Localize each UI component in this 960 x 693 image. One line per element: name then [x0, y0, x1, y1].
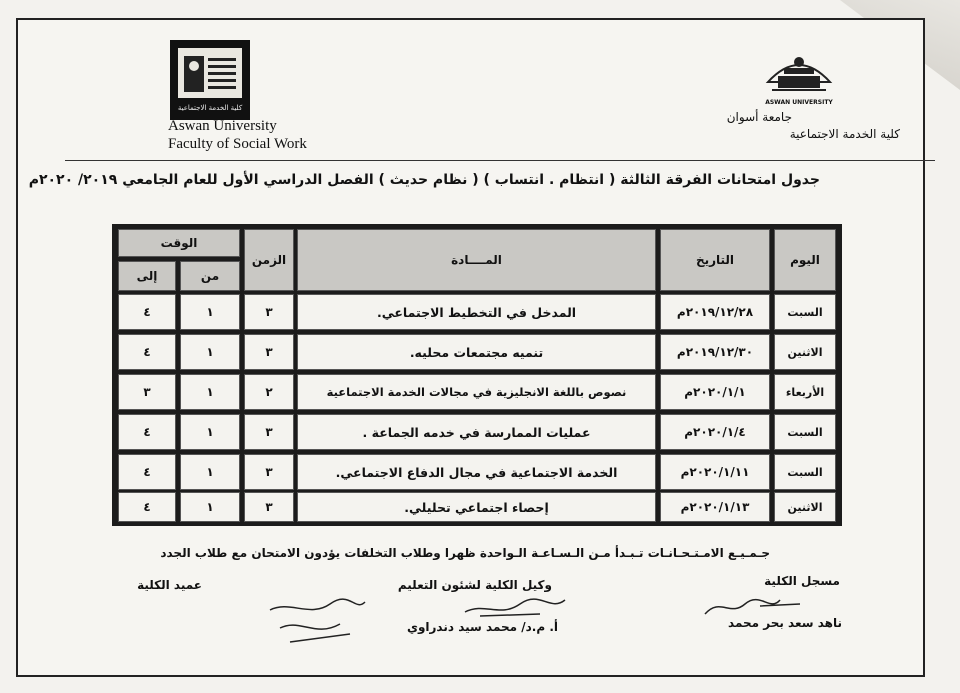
university-logo: [760, 46, 838, 104]
faculty-logo-caption: كلية الخدمة الاجتماعية: [177, 104, 243, 112]
registrar-name: ناهد سعد بحر محمد: [728, 616, 842, 630]
dean-title: عميد الكلية: [137, 578, 202, 592]
row-2-to: ٤: [118, 334, 176, 370]
registrar-title: مسجل الكلية: [764, 574, 840, 588]
header-time: الوقت: [118, 229, 240, 257]
header-duration: الزمن: [244, 229, 294, 291]
row-6-from: ١: [180, 492, 240, 522]
row-2-duration: ٣: [244, 334, 294, 370]
row-3-to: ٣: [118, 374, 176, 410]
row-5-subject: الخدمة الاجتماعية في مجال الدفاع الاجتماعي.: [297, 454, 656, 490]
faculty-logo: [170, 40, 250, 120]
row-5-duration: ٣: [244, 454, 294, 490]
header-from: من: [180, 261, 240, 291]
row-1-subject: المدخل في التخطيط الاجتماعي.: [297, 294, 656, 330]
header-to: إلى: [118, 261, 176, 291]
university-name-en: Aswan University: [168, 118, 277, 134]
university-logo-caption: ASWAN UNIVERSITY: [765, 99, 833, 106]
row-4-day: السبت: [774, 414, 836, 450]
vice-dean-signature: [460, 594, 570, 624]
row-5-from: ١: [180, 454, 240, 490]
row-3-day: الأربعاء: [774, 374, 836, 410]
row-6-duration: ٣: [244, 492, 294, 522]
row-1-duration: ٣: [244, 294, 294, 330]
row-2-day: الاثنين: [774, 334, 836, 370]
row-1-from: ١: [180, 294, 240, 330]
faculty-name-ar: كلية الخدمة الاجتماعية: [789, 127, 900, 141]
row-1-to: ٤: [118, 294, 176, 330]
faculty-name-en: Faculty of Social Work: [168, 136, 307, 152]
header-date: التاريخ: [660, 229, 770, 291]
header-day: اليوم: [774, 229, 836, 291]
row-6-day: الاثنين: [774, 492, 836, 522]
row-5-to: ٤: [118, 454, 176, 490]
row-1-day: السبت: [774, 294, 836, 330]
row-5-date: ٢٠٢٠/١/١١م: [660, 454, 770, 490]
dean-signature: [260, 598, 370, 648]
row-4-to: ٤: [118, 414, 176, 450]
row-5-day: السبت: [774, 454, 836, 490]
header-subject: المــــادة: [297, 229, 656, 291]
exam-note: جـمـيـع الامـتـحـانـات تـبـدأ مـن الـسـاعـة الـواحدة ظهرا وطلاب التخلفات يؤدون الامتحان مع طلاب الجدد: [160, 546, 770, 560]
row-6-date: ٢٠٢٠/١/١٣م: [660, 492, 770, 522]
row-4-from: ١: [180, 414, 240, 450]
row-2-date: ٢٠١٩/١٢/٣٠م: [660, 334, 770, 370]
row-3-subject: نصوص باللغة الانجليزية في مجالات الخدمة الاجتماعية: [297, 374, 656, 410]
vice-dean-title: وكيل الكلية لشئون التعليم: [397, 578, 552, 592]
vice-dean-name: أ. م.د/ محمد سيد دندراوي: [406, 620, 558, 634]
row-1-date: ٢٠١٩/١٢/٢٨م: [660, 294, 770, 330]
row-4-subject: عمليات الممارسة في خدمه الجماعة .: [297, 414, 656, 450]
row-3-from: ١: [180, 374, 240, 410]
row-4-duration: ٣: [244, 414, 294, 450]
row-4-date: ٢٠٢٠/١/٤م: [660, 414, 770, 450]
row-2-from: ١: [180, 334, 240, 370]
row-3-duration: ٢: [244, 374, 294, 410]
row-6-to: ٤: [118, 492, 176, 522]
university-name-ar: جامعة أسوان: [726, 110, 792, 124]
schedule-title: جدول امتحانات الفرقة الثالثة ( انتظام . انتساب ) ( نظام حديث ) الفصل الدراسي الأول للعام الجامعي ٢٠١٩/ ٢٠٢٠م: [28, 172, 820, 188]
row-6-subject: إحصاء اجتماعي تحليلي.: [297, 492, 656, 522]
row-3-date: ٢٠٢٠/١/١م: [660, 374, 770, 410]
row-2-subject: تنميه مجتمعات محليه.: [297, 334, 656, 370]
exam-schedule-table: [112, 224, 842, 526]
header-divider: [65, 160, 935, 161]
registrar-signature: [700, 592, 810, 622]
